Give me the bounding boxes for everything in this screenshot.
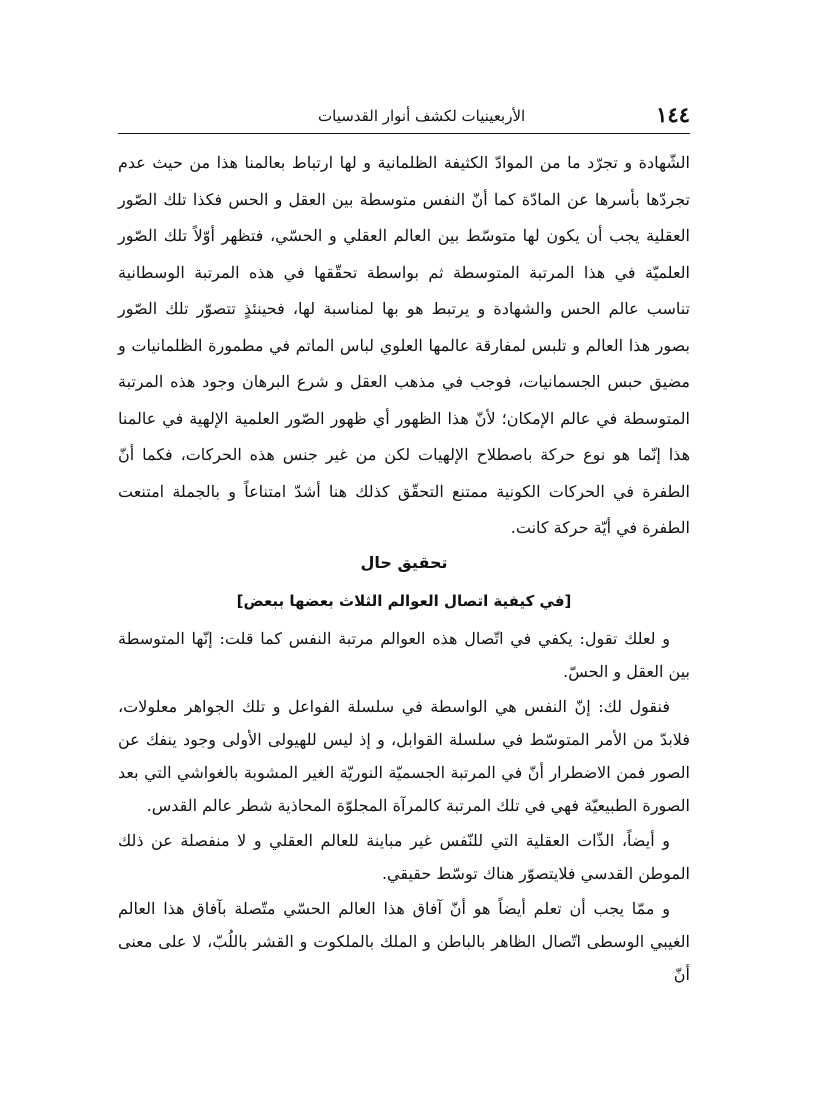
page-number: ١٤٤ [656,102,690,127]
running-title: الأربعينيات لكشف أنوار القدسيات [318,107,526,125]
body-text-section-2 [118,622,690,993]
paragraph: فنقول لك: إنّ النفس هي الواسطة في سلسلة الفواعل و تلك الجواهر معلولات، فلابدّ من الأمر المتوسّط في سلسلة القوابل، و إذ ليس للهيولى الأولى وجود ينفك عن الصور فمن الاضطرار أنّ في المرتبة الجسميّة النوريّة الغير المشوبة بالغواشي التي بعد الصورة الطبيعيّة فهي في تلك المرتبة كالمرآة المجلوّة المحاذية شطر عالم القدس. [118,697,690,815]
paragraph: و ممّا يجب أن تعلم أيضاً هو أنّ آفاق هذا العالم الحسّي متّصلة بآفاق هذا العالم الغيبي الوسطى اتّصال الظاهر بالباطن و الملك بالملكوت و القشر باللُبّ، لا على معنى أنّ [118,899,690,984]
section-title: تحقيق حال [360,553,448,572]
header-divider [118,133,690,134]
paragraph: و أيضاً، الذّات العقلية التي للنّفس غير مباينة للعالم العقلي و لا منفصلة عن ذلك الموطن القدسي فلايتصوّر هناك توسّط حقيقي. [118,831,690,883]
paragraph: الشّهادة و تجرّد ما من الموادّ الكثيفة الظلمانية و لها ارتباط بعالمنا هذا من حيث عدم تجردّها بأسرها عن المادّة كما أنّ النفس متوسطة بين العقل و الحس فكذا تلك الصّور العقلية يجب أن يكون لها متوسّط بين العالم العقلي و الحسّي، فتظهر أوّلاً تلك الصّور العلميّة في هذا المرتبة المتوسطة ثم بواسطة تحقّقها في هذه المرتبة الوسطانية تناسب عالم الحس والشهادة و يرتبط هو بها لمناسبة لها، فحينئذٍ تتصوّر تلك الصّور بصور هذا العالم و تلبس لمفارقة عالمها العلوي لباس الماتم في مطمورة الظلمانيات و مضيق حبس الجسمانيات، فوجب في مذهب العقل و شرع البرهان وجود هذه المرتبة المتوسطة في عالم الإمكان؛ لأنّ هذا الظهور أي ظهور الصّور العلمية الإلهية في عالمنا هذا إنّما هو نوع حركة باصطلاح الإلهيات لكن من غير جنس هذه الحركات، فكما أنّ الطفرة في الحركات الكونية ممتنع التحقّق كذلك هنا أشدّ امتناعاً و بالجملة امتنعت الطفرة في أيّة حركة كانت. [118,153,690,537]
body-text-section-1 [118,145,690,547]
paragraph: و لعلك تقول: يكفي في اتّصال هذه العوالم مرتبة النفس كما قلت: إنّها المتوسطة بين العقل و الحسّ. [118,629,690,681]
page-header [118,100,690,130]
section-subtitle: [في كيفية اتصال العوالم الثلاث بعضها ببعض] [236,592,572,610]
